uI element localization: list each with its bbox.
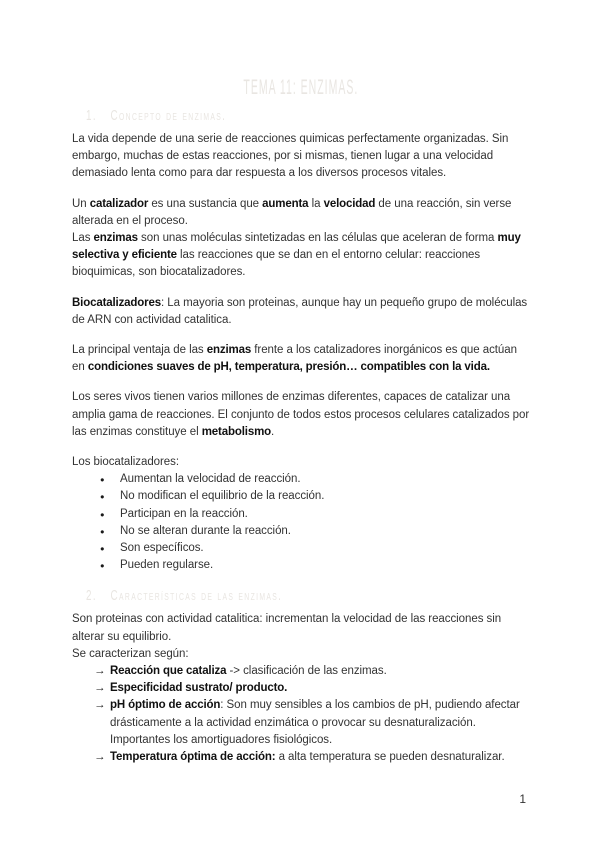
section-title: Concepto de enzimas. <box>110 108 227 124</box>
list-item-text <box>120 557 530 574</box>
list-item-text <box>110 749 530 766</box>
section-heading <box>86 587 530 606</box>
list-item <box>72 749 530 766</box>
arrow-icon: → <box>94 699 106 712</box>
bold-text: Reacción que cataliza <box>110 665 227 678</box>
text: de una reacción, sin verse alterada en el proceso. <box>72 197 512 227</box>
arrow-icon: → <box>94 682 106 695</box>
list-item-text <box>120 523 530 540</box>
list-item <box>72 506 530 523</box>
section-number: 2. <box>86 588 97 605</box>
text: : Son muy sensibles a los cambios de pH, pudiendo afectar drásticamente a la actividad enzimática o provocar su desnaturalización. Importantes los amortiguadores fisiológicos. <box>110 699 520 746</box>
list-item <box>72 471 530 488</box>
text: la <box>308 197 324 210</box>
bullet-icon: ● <box>100 509 105 519</box>
bold-text: metabolismo <box>201 425 272 438</box>
bold-text: velocidad <box>323 197 376 210</box>
list-item <box>72 663 530 680</box>
list-item <box>72 697 530 749</box>
list-item-text <box>110 680 530 697</box>
spacer <box>72 574 530 587</box>
page-title-row <box>72 76 530 102</box>
text: Son específicos. <box>120 542 204 555</box>
paragraph <box>72 131 530 183</box>
bold-text: Especificidad sustrato/ producto. <box>110 682 288 695</box>
document-body <box>72 107 530 766</box>
text: Participan en la reacción. <box>120 507 248 520</box>
text: son unas moléculas sintetizadas en las células que aceleran de forma <box>137 232 498 245</box>
section-number: 1. <box>86 108 97 124</box>
spacer <box>72 441 530 454</box>
paragraph <box>72 342 530 376</box>
text: No modifican el equilibrio de la reacción. <box>120 490 325 503</box>
section-title: Características de las enzimas. <box>110 588 283 605</box>
list-item-text <box>110 663 530 680</box>
spacer <box>72 183 530 196</box>
paragraph <box>72 295 530 329</box>
bold-text: Temperatura óptima de acción: <box>110 751 276 764</box>
section-heading-inner <box>86 107 226 125</box>
text: -> clasificación de las enzimas. <box>226 665 387 678</box>
text: Los seres vivos tienen varios millones de enzimas diferentes, capaces de catalizar una amplia gama de reacciones. El conjunto de todos estos procesos celulares catalizados por las enzimas constituye el <box>72 391 530 438</box>
text: frente a los catalizadores inorgánicos es que actúan en <box>72 344 517 374</box>
paragraph <box>72 611 530 645</box>
list-item <box>72 557 530 574</box>
paragraph <box>72 389 530 441</box>
spacer <box>72 376 530 389</box>
text: Aumentan la velocidad de reacción. <box>120 473 301 486</box>
text: La vida depende de una serie de reacciones quimicas perfectamente organizadas. Sin embargo, muchas de estas reacciones, por si mismas, tienen lugar a una velocidad demasiado lenta como para dar respuesta a los diversos procesos vitales. <box>72 133 509 180</box>
section-heading <box>86 107 530 126</box>
list-item-text <box>120 471 530 488</box>
spacer <box>72 329 530 342</box>
paragraph <box>72 196 530 230</box>
text: es una sustancia que <box>148 197 263 210</box>
bold-text: enzimas <box>93 232 138 245</box>
list-item <box>72 523 530 540</box>
list-item <box>72 488 530 505</box>
text: Se caracterizan según: <box>72 647 189 660</box>
text: Un <box>72 197 90 210</box>
paragraph <box>72 646 530 663</box>
text: las reacciones que se dan en el entorno celular: reacciones bioquimicas, son biocatalizadores. <box>72 249 481 279</box>
text: Pueden regularse. <box>120 559 214 572</box>
document-content <box>72 76 530 766</box>
bullet-icon: ● <box>100 475 105 485</box>
spacer <box>72 282 530 295</box>
bullet-icon: ● <box>100 492 105 502</box>
section-heading-inner <box>86 587 282 605</box>
arrow-list <box>72 663 530 766</box>
page-title: TEMA 11: ENZIMAS. <box>243 76 359 99</box>
bold-text: aumenta <box>262 197 309 210</box>
paragraph <box>72 230 530 282</box>
bold-text: catalizador <box>89 197 149 210</box>
bold-text: Biocatalizadores <box>72 296 161 309</box>
text: Las <box>72 232 94 245</box>
list-item-text <box>120 506 530 523</box>
text: : La mayoria son proteinas, aunque hay un pequeño grupo de moléculas de ARN con actividad catalitica. <box>72 296 528 326</box>
text: Los biocatalizadores: <box>72 456 179 469</box>
arrow-icon: → <box>94 665 106 678</box>
bold-text: pH óptimo de acción <box>110 699 221 712</box>
text: . <box>271 425 275 438</box>
bold-text: enzimas <box>206 344 252 357</box>
list-item <box>72 680 530 697</box>
bullet-icon: ● <box>100 544 105 554</box>
page-number: 1 <box>519 792 526 806</box>
bold-text: condiciones suaves de pH, temperatura, presión… compatibles con la vida. <box>87 361 490 374</box>
bullet-icon: ● <box>100 526 105 536</box>
text: No se alteran durante la reacción. <box>120 524 291 537</box>
text: a alta temperatura se pueden desnaturalizar. <box>275 751 505 764</box>
bold-text: muy selectiva y eficiente <box>72 232 521 262</box>
list-item-text <box>120 540 530 557</box>
list-item <box>72 540 530 557</box>
text: La principal ventaja de las <box>72 344 207 357</box>
paragraph <box>72 454 530 471</box>
arrow-icon: → <box>94 751 106 764</box>
list-item-text <box>110 697 530 749</box>
bullet-icon: ● <box>100 561 105 571</box>
text: Son proteinas con actividad catalitica: incrementan la velocidad de las reacciones sin alterar su equilibrio. <box>72 613 502 643</box>
bullet-list <box>72 471 530 574</box>
list-item-text <box>120 488 530 505</box>
